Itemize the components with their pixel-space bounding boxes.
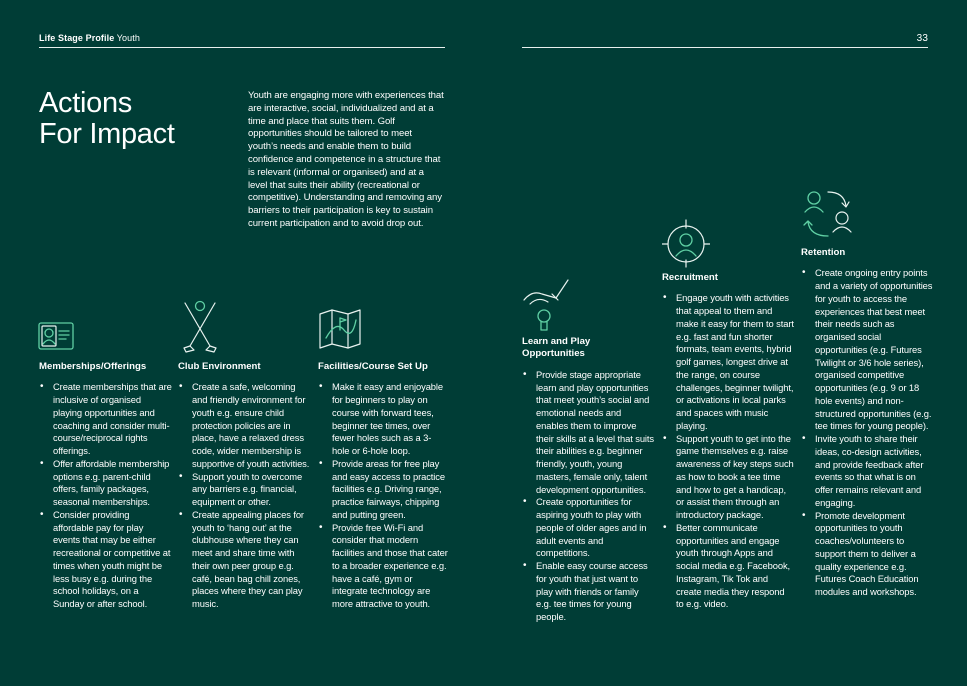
list-item: • Enable easy course access for youth that just want to play with friends or family e.g. tee times for young people.: [522, 560, 654, 624]
memberships-section: [39, 361, 172, 611]
recruitment-section: [662, 272, 794, 611]
list-item: • Support youth to get into the game themselves e.g. raise awareness of key steps such as how to book a tee time and how to get a handicap, or assist them through an introductory package.: [662, 433, 794, 522]
list-item: • Support youth to overcome any barriers e.g. financial, equipment or other.: [178, 471, 311, 509]
club-environment-section: [178, 361, 311, 611]
retention-section: [801, 247, 935, 599]
facilities-heading: Facilities/Course Set Up: [318, 361, 428, 372]
list-item: • Provide areas for free play and easy access to practice facilities e.g. Driving range, practice fairways, chipping and putting green.: [318, 458, 448, 522]
retention-list: [801, 267, 935, 599]
facilities-section: [318, 361, 448, 611]
list-item: • Provide stage appropriate learn and play opportunities that meet youth’s social and emotional needs and enables them to improve their skills at a level that suits their abilities e.g. beginner friendly, youth, young masters, female only, talent development opportunities.: [522, 369, 654, 497]
list-item: • Offer affordable membership options e.g. parent-child offers, family packages, seasonal memberships.: [39, 458, 172, 509]
club-environment-heading: Club Environment: [178, 361, 261, 372]
list-item: • Promote development opportunities to youth coaches/volunteers to support them to deliver a quality experience e.g. Futures Coach Education modules and workshops.: [801, 510, 935, 599]
memberships-list: [39, 381, 172, 611]
page-number: 33: [916, 33, 928, 44]
target-person-icon: [662, 218, 710, 268]
header-divider-left: [39, 47, 445, 48]
membership-card-icon: [38, 320, 74, 352]
learn-play-heading: [522, 336, 654, 361]
facilities-list: [318, 381, 448, 611]
page-title: [39, 88, 229, 150]
course-map-icon: [318, 308, 362, 350]
running-header: [39, 33, 140, 43]
golf-clubs-icon: [180, 300, 220, 354]
memberships-heading: Memberships/Offerings: [39, 361, 147, 372]
header-stage-label: Youth: [116, 33, 140, 43]
list-item: • Better communicate opportunities and engage youth through Apps and social media e.g. Facebook, Instagram, Tik Tok and create media they respond to e.g. video.: [662, 522, 794, 611]
header-divider-right: [522, 47, 928, 48]
golf-swing-icon: [522, 278, 570, 332]
list-item: • Create memberships that are inclusive of organised playing opportunities and coaching and consider multi-course/reciprocal rights offerings.: [39, 381, 172, 458]
page-title-line-2: For Impact: [39, 118, 175, 150]
intro-paragraph: Youth are engaging more with experiences that are interactive, social, individualized and at a time and place that suits them. Golf opportunities should be tailored to meet youth’s needs and enable them to build confidence and competence in a structure that is relevant (informal or organised) and at a level that suits their ability (recreational or competitive). Understanding and removing any barriers to their participation is key to sustain current participation and to avoid drop out.: [248, 90, 444, 229]
list-item: • Create opportunities for aspiring youth to play with people of older ages and in adult events and competitions.: [522, 496, 654, 560]
learn-play-section: [522, 336, 654, 624]
retention-heading: Retention: [801, 247, 846, 258]
header-profile-label: Life Stage Profile: [39, 33, 115, 43]
list-item: • Invite youth to share their ideas, co-design activities, and provide feedback after events so that what is on offer remains relevant and engaging.: [801, 433, 935, 510]
list-item: • Consider providing affordable pay for play events that may be either recreational or competitive at times when youth might be less busy e.g. during the school holidays, on a Sunday or after school.: [39, 509, 172, 611]
page-title-line-1: Actions: [39, 87, 132, 119]
list-item: • Make it easy and enjoyable for beginners to play on course with forward tees, beginner tee times, over fewer holes such as a 3-hole or 6-hole loop.: [318, 381, 448, 458]
list-item: • Provide free Wi-Fi and consider that modern facilities and those that cater to a broader experience e.g. have a café, gym or integrate technology are more attractive to youth.: [318, 522, 448, 611]
learn-play-heading-line-2: Opportunities: [522, 348, 585, 360]
recruitment-list: [662, 292, 794, 611]
learn-play-heading-line-1: Learn and Play: [522, 336, 591, 347]
club-environment-list: [178, 381, 311, 611]
people-cycle-icon: [800, 186, 856, 240]
list-item: • Create appealing places for youth to ‘hang out’ at the clubhouse where they can meet and share time with their own peer group e.g. café, bean bag chill zones, places where they can play music.: [178, 509, 311, 611]
list-item: • Engage youth with activities that appeal to them and make it easy for them to start e.g. fast and fun shorter formats, team events, hybrid golf games, longest drive at the range, on course challenges, beginner twilight, or activations in local parks and spaces with music playing.: [662, 292, 794, 432]
learn-play-list: [522, 369, 654, 624]
recruitment-heading: Recruitment: [662, 272, 718, 283]
list-item: • Create a safe, welcoming and friendly environment for youth e.g. ensure child protection policies are in place, have a relaxed dress code, wider membership is supportive of youth activities.: [178, 381, 311, 470]
list-item: • Create ongoing entry points and a variety of opportunities for youth to access the experiences that best meet their needs such as organised social opportunities (e.g. Futures Twilight or 3/6 hole series), organised competitive opportunities (e.g. 9 or 18 hole events) and non-structured opportunities (e.g. tee times for young people).: [801, 267, 935, 433]
